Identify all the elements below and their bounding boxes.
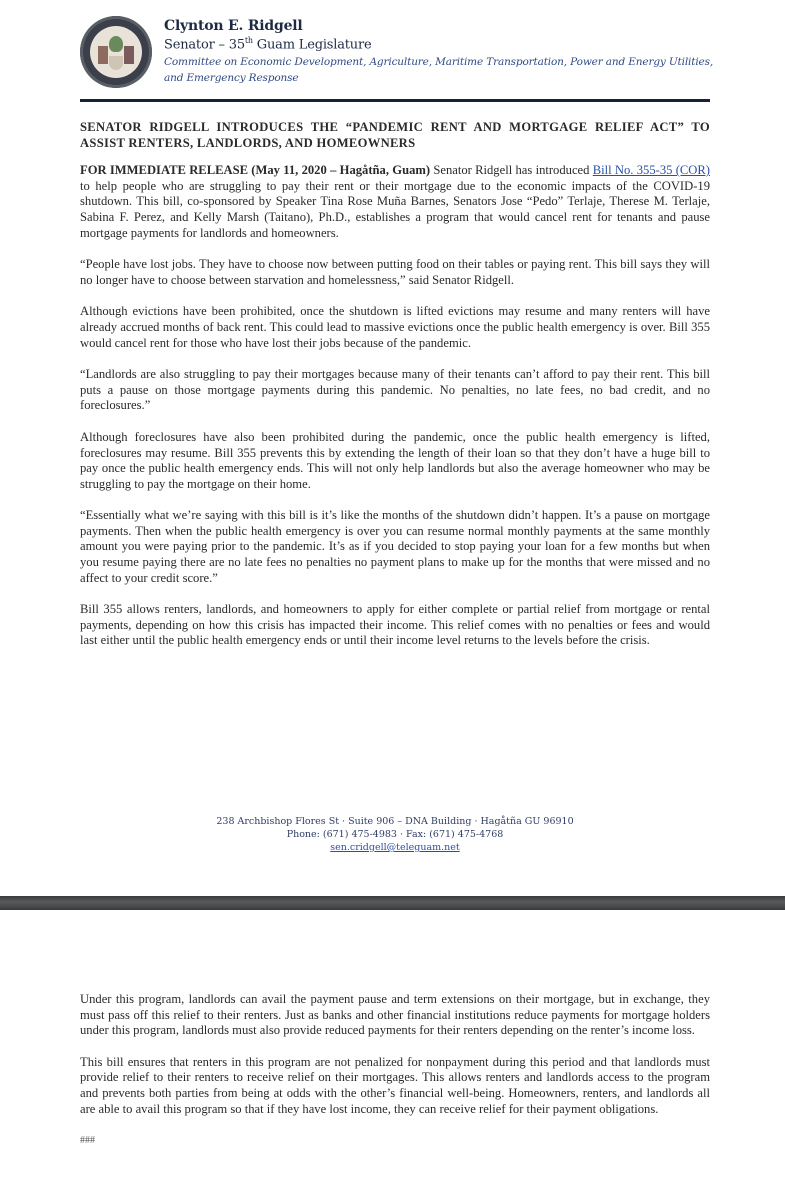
guam-legislature-seal-icon (80, 16, 152, 88)
letterhead-divider (80, 99, 710, 102)
email-link[interactable]: sen.cridgell@teleguam.net (330, 842, 460, 853)
paragraph: Under this program, landlords can avail the payment pause and term extensions on their mortgage, but in exchange, they must pass off this relief to their renters. Just as banks and other financial institutions reduce payments for mortgage holders under this program, landlords must also provide reduced payments for their renters depending on the renter’s income loss. (80, 992, 710, 1038)
phone-fax: Phone: (671) 475-4983 · Fax: (671) 475-4768 (286, 829, 504, 840)
page-break-separator (0, 896, 785, 910)
end-mark: ### (80, 1135, 95, 1147)
dateline: FOR IMMEDIATE RELEASE (May 11, 2020 – Hagåtña, Guam) (80, 163, 431, 178)
senator-title: Senator – 35th Guam Legislature (164, 36, 372, 53)
bill-link[interactable]: Bill No. 355-35 (COR) (592, 163, 710, 178)
paragraph: Although evictions have been prohibited, once the shutdown is lifted evictions may resume and many renters will have already accrued months of back rent. This could lead to massive evictions once the public health emergency is over. Bill 355 would cancel rent for those who have lost their jobs because of the pandemic. (80, 304, 710, 350)
letterhead (80, 16, 712, 96)
release-headline: SENATOR RIDGELL INTRODUCES THE “PANDEMIC RENT AND MORTGAGE RELIEF ACT” TO ASSIST RENTERS, LANDLORDS, AND HOMEOWNERS (80, 120, 710, 150)
paragraph: “Essentially what we’re saying with this bill is it’s like the months of the shutdown didn’t happen. It’s a pause on mortgage payments. Then when the public health emergency is over you can resume normal monthly payments at the same monthly amount you were paying prior to the pandemic. It’s as if you decided to stop paying your loan for a few months but when you resume paying there are no late fees no penalties no payment plans to make up for the months that were missed and no affect to your credit score.” (80, 508, 710, 585)
paragraph: Although foreclosures have also been prohibited during the pandemic, once the public health emergency is lifted, foreclosures may resume. Bill 355 prevents this by extending the length of their loan so that they don’t have a huge bill to pay once the public health emergency ends. This will not only help landlords but also the average homeowner who may be struggling to pay the mortgage on their home. (80, 429, 710, 491)
paragraph: “Landlords are also struggling to pay their mortgages because many of their tenants can’t afford to pay their rent. This bill puts a pause on those mortgage payments during this pandemic. No penalties, no late fees, no bad credit, and no foreclosures.” (80, 367, 710, 413)
office-address: 238 Archbishop Flores St · Suite 906 – DNA Building · Hagåtña GU 96910 (216, 816, 574, 827)
press-release-body (80, 120, 710, 665)
press-release-body-continued (80, 992, 710, 1165)
document-page-2 (0, 910, 785, 1200)
paragraph: This bill ensures that renters in this program are not penalized for nonpayment during this period and that landlords must provide relief to their renters to receive relief on their mortgages. This allows renters and landlords access to the program and prevents both parties from being at odds with the other’s financial well-being. Homeowners, renters, and landlords all are able to avail this program so that if they have lost income, they can receive relief for their payment obligations. (80, 1054, 710, 1116)
committee-name: Committee on Economic Development, Agriculture, Maritime Transportation, Power and Energy Utilities, and Emergency Response (164, 56, 714, 84)
letterhead-footer (160, 815, 630, 854)
senator-name: Clynton E. Ridgell (164, 18, 303, 34)
lead-paragraph: FOR IMMEDIATE RELEASE (May 11, 2020 – Hagåtña, Guam) Senator Ridgell has introduced Bill No. 355-35 (COR) to help people who are struggling to pay their rent or their mortgage due to the economic impacts of the COVID-19 shutdown. This bill, co-sponsored by Speaker Tina Rose Muña Barnes, Senators Jose “Pedo” Terlaje, Therese M. Terlaje, Sabina F. Perez, and Kelly Marsh (Taitano), Ph.D., establishes a program that would cancel rent for tenants and pause mortgage payments for landlords and homeowners. (80, 163, 710, 240)
paragraph: Bill 355 allows renters, landlords, and homeowners to apply for either complete or partial relief from mortgage or rental payments, depending on how this crisis has impacted their income. This relief comes with no penalties or fees and would last either until the public health emergency ends or until their income level returns to the levels before the crisis. (80, 602, 710, 648)
paragraph: “People have lost jobs. They have to choose now between putting food on their tables or paying rent. This bill says they will no longer have to choose between starvation and homelessness,” said Senator Ridgell. (80, 257, 710, 287)
